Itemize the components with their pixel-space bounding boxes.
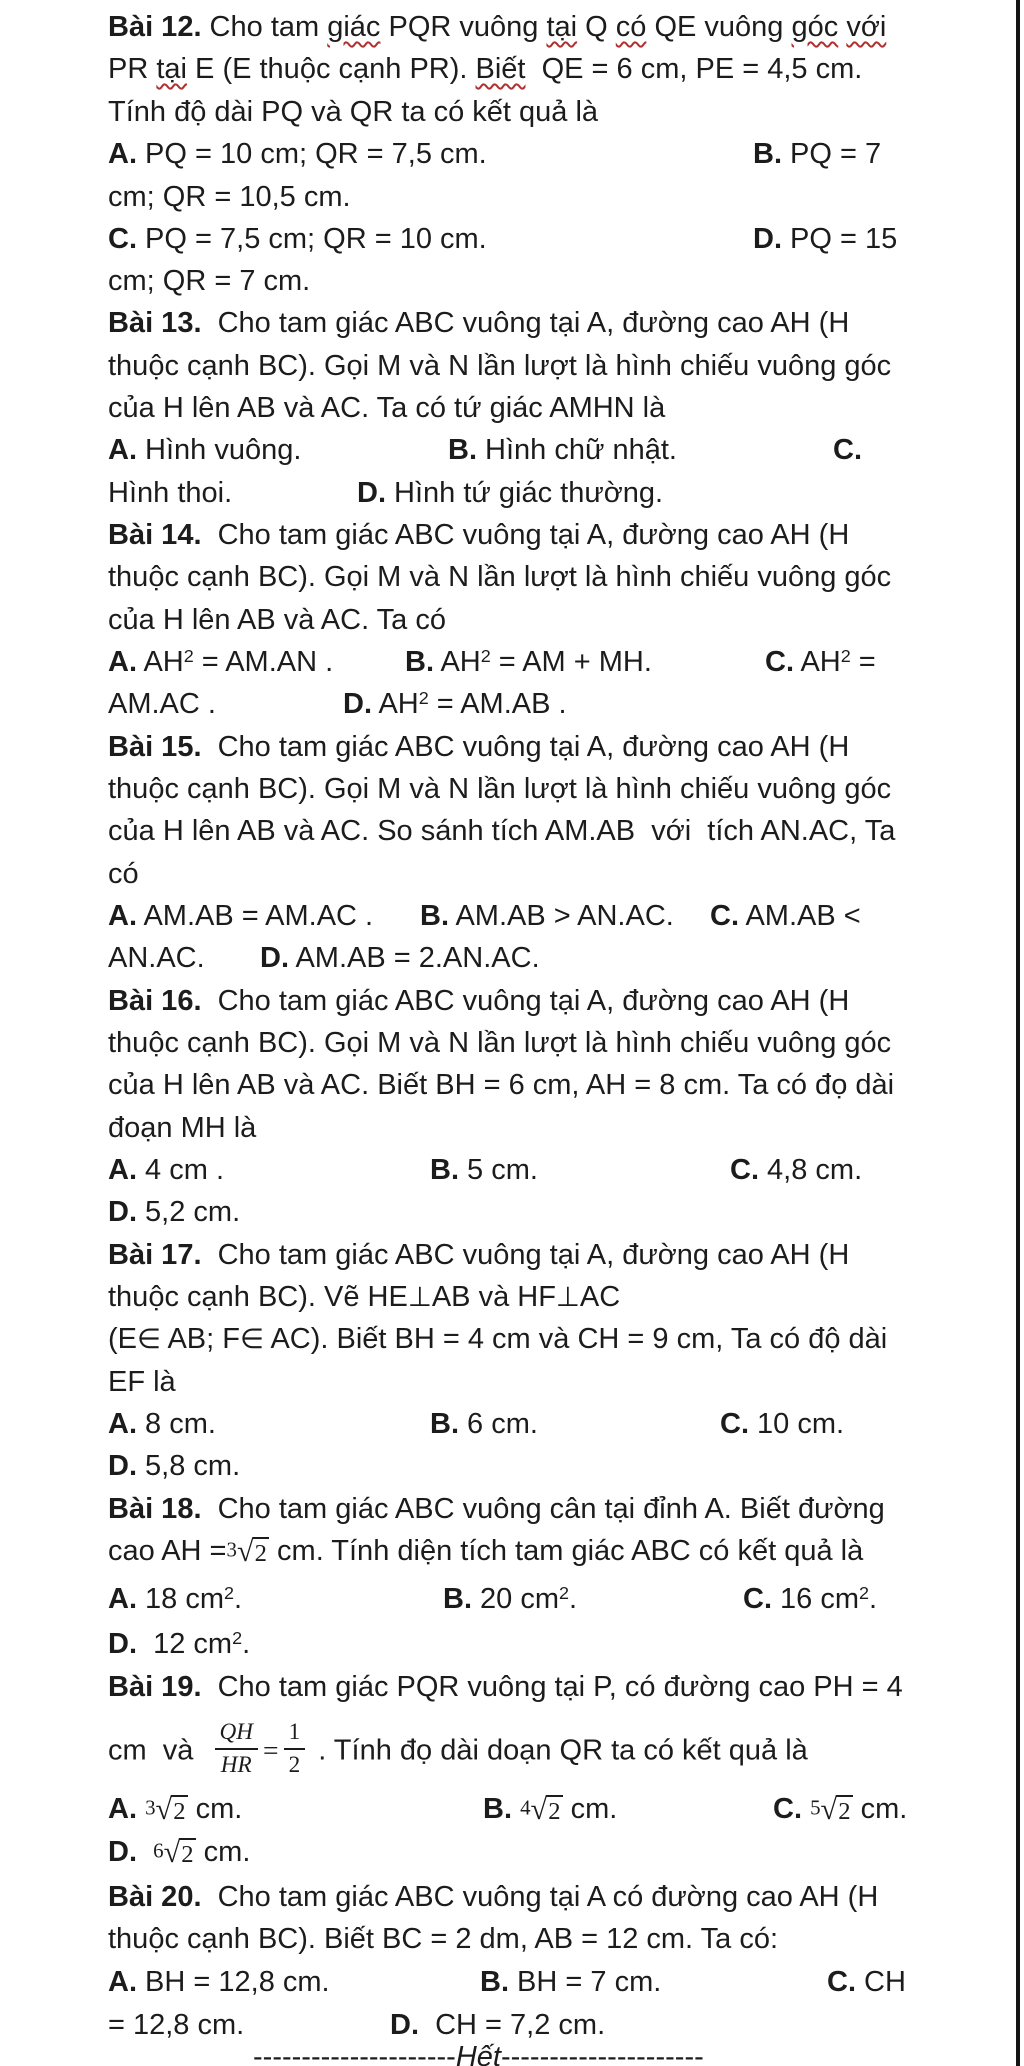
text-run: C.: [720, 1408, 749, 1440]
text-run: Hình vuông.: [137, 434, 302, 466]
line-segment: [430, 1151, 538, 1190]
text-run: PQ = 10 cm; QR = 7,5 cm.: [137, 138, 487, 170]
text-run: Bài 20.: [108, 1881, 202, 1913]
text-run: AB và HF: [431, 1281, 556, 1313]
text-run: cm.: [195, 1836, 251, 1868]
text-run: Q: [577, 11, 616, 43]
text-run: = AM + MH.: [490, 646, 652, 678]
text-run: C.: [730, 1154, 759, 1186]
line-segment: [720, 1405, 844, 1444]
text-run: Bài 12.: [108, 11, 202, 43]
square-root: √ 2: [236, 1534, 267, 1568]
line-segment: [108, 1193, 240, 1232]
text-run: AM.AC .: [108, 688, 216, 720]
text-run: B.: [430, 1154, 459, 1186]
fraction: $\frac{QH}{HR}$: [215, 1719, 259, 1778]
line-segment: [108, 812, 895, 851]
line-segment: [430, 1405, 538, 1444]
text-run: B.: [430, 1408, 459, 1440]
line-segment: [420, 897, 674, 936]
line-segment: [108, 1151, 224, 1190]
line-segment: [108, 2006, 244, 2045]
line-segment: [753, 220, 897, 259]
line-segment: [108, 389, 665, 428]
text-run: A.: [108, 646, 137, 678]
line-segment: [108, 558, 891, 597]
line-segment: [730, 1151, 862, 1190]
text-run: D.: [390, 2009, 419, 2041]
square-root: √ 2: [163, 1835, 194, 1869]
text-run: Bài 19.: [108, 1671, 202, 1703]
text-run: D.: [108, 1196, 137, 1228]
line-segment: [108, 304, 849, 343]
text-run: .: [242, 1628, 251, 1660]
text-run: D.: [108, 1836, 137, 1868]
text-run: Tính độ dài PQ và QR ta có kết quả là: [108, 96, 599, 128]
line-segment: [108, 601, 446, 640]
line-segment: [480, 1963, 661, 2002]
square-root: √ 2: [820, 1792, 851, 1826]
misspelled-word: tại: [546, 11, 578, 43]
text-run: 3: [145, 1795, 156, 1820]
text-run: của H lên AB và AC. Ta có tứ giác AMHN là: [108, 392, 666, 424]
text-run: 2: [183, 646, 194, 667]
square-root: √ 2: [530, 1792, 561, 1826]
text-run: Cho tam giác ABC vuông cân tại đỉnh A. Biết đường: [201, 1493, 885, 1525]
text-run: Cho tam giác ABC vuông tại A có đường cao AH (H: [201, 1881, 879, 1913]
text-run: AH: [434, 646, 481, 678]
text-run: thuộc cạnh BC). Gọi M và N lần lượt là hình chiếu vuông góc: [108, 561, 892, 593]
line-segment: [108, 220, 487, 259]
text-run: 12 cm: [137, 1628, 233, 1660]
text-run: [137, 1836, 153, 1868]
square-root: √ 2: [155, 1792, 186, 1826]
text-run: đoạn MH là: [108, 1112, 257, 1144]
fraction: $\frac{1}{2}$: [284, 1719, 306, 1778]
line-segment: [357, 474, 663, 513]
text-run: 5: [810, 1795, 821, 1820]
line-segment: [108, 1878, 878, 1917]
text-run: cm và: [108, 1734, 210, 1767]
text-run: Bài 16.: [108, 985, 202, 1017]
text-run: QE vuông: [646, 11, 792, 43]
misspelled-word: với: [846, 11, 887, 43]
line-segment: [483, 1790, 617, 1829]
text-run: =: [850, 646, 876, 678]
text-run: 2: [840, 646, 851, 667]
text-run: A.: [108, 1583, 137, 1615]
line-segment: [108, 135, 487, 174]
line-segment: [108, 1024, 891, 1063]
text-run: 4,8 cm.: [759, 1154, 863, 1186]
misspelled-word: góc: [791, 11, 839, 43]
line-segment: [108, 1963, 330, 2002]
text-run: D.: [357, 477, 386, 509]
text-run: ∈: [239, 1323, 264, 1354]
line-segment: [343, 685, 567, 724]
text-run: A.: [108, 1793, 137, 1825]
text-run: 8 cm.: [137, 1408, 216, 1440]
text-run: 2: [418, 688, 429, 709]
text-run: Bài 14.: [108, 519, 202, 551]
line-segment: [405, 643, 652, 682]
text-run: có: [108, 858, 139, 890]
line-segment: [108, 178, 351, 217]
text-run: (E: [108, 1323, 137, 1355]
line-segment: [108, 643, 333, 682]
text-run: thuộc cạnh BC). Gọi M và N lần lượt là hình chiếu vuông góc: [108, 350, 892, 382]
line-segment: [108, 939, 205, 978]
text-run: của H lên AB và AC. Biết BH = 6 cm, AH = 8 cm. Ta có đọ dài: [108, 1069, 895, 1101]
line-segment: [710, 897, 861, 936]
text-run: A.: [108, 434, 137, 466]
text-run: AM.AB = 2.AN.AC.: [289, 942, 540, 974]
line-segment: [108, 897, 373, 936]
text-run: của H lên AB và AC. Ta có: [108, 604, 446, 636]
text-run: cm; QR = 10,5 cm.: [108, 181, 351, 213]
text-run: C.: [833, 434, 862, 466]
line-segment: [108, 1490, 885, 1529]
text-run: 2: [232, 1628, 243, 1649]
text-run: D.: [108, 1450, 137, 1482]
text-run: B.: [483, 1793, 512, 1825]
misspelled-word: Biết: [475, 53, 526, 85]
text-run: QE = 6 cm, PE = 4,5 cm.: [525, 53, 863, 85]
text-run: 2: [480, 646, 491, 667]
line-segment: [108, 1625, 250, 1664]
text-run: C.: [108, 223, 137, 255]
line-segment: [108, 1447, 240, 1486]
text-run: Bài 18.: [108, 1493, 202, 1525]
text-run: .: [869, 1583, 878, 1615]
line-segment: [108, 728, 849, 767]
text-run: PQR vuông: [380, 11, 547, 43]
text-run: [512, 1793, 520, 1825]
line-segment: [448, 431, 677, 470]
text-run: 6: [153, 1838, 164, 1863]
line-segment: [108, 1278, 620, 1317]
text-run: = AM.AN .: [193, 646, 334, 678]
text-run: E (E thuộc cạnh PR).: [186, 53, 476, 85]
text-run: [137, 1793, 145, 1825]
text-run: CH = 7,2 cm.: [419, 2009, 606, 2041]
text-run: BH = 7 cm.: [509, 1966, 662, 1998]
text-run: cm.: [852, 1793, 908, 1825]
text-run: 16 cm: [772, 1583, 860, 1615]
line-segment: [108, 347, 891, 386]
text-run: Bài 13.: [108, 307, 202, 339]
text-run: 5,8 cm.: [137, 1450, 241, 1482]
line-segment: [108, 474, 232, 513]
line-segment: [108, 1790, 242, 1829]
text-run: Bài 15.: [108, 731, 202, 763]
line-segment: [108, 982, 849, 1021]
text-run: ⊥: [555, 1281, 580, 1312]
text-run: cm; QR = 7 cm.: [108, 265, 311, 297]
text-run: PQ = 7: [782, 138, 882, 170]
line-segment: [108, 516, 849, 555]
line-segment: [108, 1066, 894, 1105]
page-edge-line: [1016, 0, 1020, 2066]
text-run: A.: [108, 1154, 137, 1186]
text-run: thuộc cạnh BC). Gọi M và N lần lượt là hình chiếu vuông góc: [108, 773, 892, 805]
text-run: Cho tam: [201, 11, 328, 43]
line-segment: [108, 431, 301, 470]
text-run: B.: [405, 646, 434, 678]
text-run: AC). Biết BH = 4 cm và CH = 9 cm, Ta có độ dài: [263, 1323, 888, 1355]
text-run: Cho tam giác ABC vuông tại A, đường cao AH (H: [201, 731, 850, 763]
line-segment: [765, 643, 876, 682]
text-run: AH: [372, 688, 419, 720]
line-segment: [443, 1580, 577, 1619]
text-run: AM.AB = AM.AC .: [137, 900, 374, 932]
text-run: A.: [108, 900, 137, 932]
text-run: Bài 17.: [108, 1239, 202, 1271]
text-run: AM.AB <: [739, 900, 861, 932]
text-run: AB; F: [161, 1323, 240, 1355]
line-segment: [753, 135, 881, 174]
text-run: cm. Tính diện tích tam giác ABC có kết quả là: [268, 1535, 864, 1567]
text-run: Cho tam giác ABC vuông tại A, đường cao AH (H: [201, 307, 850, 339]
text-run: A.: [108, 138, 137, 170]
line-segment: [108, 1920, 778, 1959]
line-segment: [108, 770, 891, 809]
text-run: PQ = 7,5 cm; QR = 10 cm.: [137, 223, 487, 255]
line-segment: [108, 262, 310, 301]
text-run: của H lên AB và AC. So sánh tích AM.AB với tích AN.AC, Ta: [108, 815, 896, 847]
line-segment: [833, 431, 862, 470]
line-segment: [253, 2038, 704, 2066]
misspelled-word: có: [615, 11, 647, 43]
text-run: . Tính đọ dài doạn QR ta có kết quả là: [310, 1734, 808, 1767]
line-segment: [108, 93, 598, 132]
text-run: =: [263, 1734, 279, 1766]
text-run: CH: [856, 1966, 906, 1998]
text-run: Cho tam giác PQR vuông tại P, có đường cao PH = 4: [201, 1671, 903, 1703]
line-segment: [108, 1405, 216, 1444]
text-run: 5 cm.: [459, 1154, 538, 1186]
text-run: cm.: [187, 1793, 243, 1825]
text-run: B.: [753, 138, 782, 170]
text-run: Hình tứ giác thường.: [386, 477, 664, 509]
text-run: Cho tam giác ABC vuông tại A, đường cao AH (H: [201, 985, 850, 1017]
misspelled-word: giác: [327, 11, 381, 43]
text-run: PR: [108, 53, 157, 85]
text-run: AM.AB > AN.AC.: [449, 900, 674, 932]
text-run: 2: [859, 1583, 870, 1604]
line-segment: [108, 1833, 250, 1872]
text-run: AC: [579, 1281, 621, 1313]
text-run: ∈: [137, 1323, 161, 1354]
text-run: 6 cm.: [459, 1408, 538, 1440]
text-run: D.: [753, 223, 782, 255]
text-run: .: [569, 1583, 578, 1615]
text-run: = 12,8 cm.: [108, 2009, 245, 2041]
text-run: B.: [448, 434, 477, 466]
text-run: thuộc cạnh BC). Gọi M và N lần lượt là hình chiếu vuông góc: [108, 1027, 892, 1059]
line-segment: [108, 1363, 176, 1402]
text-run: cm.: [562, 1793, 618, 1825]
text-run: 3: [226, 1537, 237, 1562]
text-run: BH = 12,8 cm.: [137, 1966, 330, 1998]
text-run: = AM.AB .: [428, 688, 567, 720]
text-run: 10 cm.: [749, 1408, 845, 1440]
line-segment: [743, 1580, 877, 1619]
line-segment: [108, 1320, 887, 1359]
text-run: 4 cm .: [137, 1154, 225, 1186]
text-run: A.: [108, 1966, 137, 1998]
text-run: .: [234, 1583, 243, 1615]
text-run: D.: [343, 688, 372, 720]
text-run: C.: [743, 1583, 772, 1615]
text-run: EF là: [108, 1366, 176, 1398]
line-segment: [108, 855, 139, 894]
line-segment: [108, 1719, 808, 1781]
text-run: Cho tam giác ABC vuông tại A, đường cao AH (H: [201, 519, 850, 551]
text-run: C.: [765, 646, 794, 678]
line-segment: [260, 939, 540, 978]
line-segment: [108, 1109, 256, 1148]
text-run: AH: [137, 646, 184, 678]
text-run: [802, 1793, 810, 1825]
text-run: B.: [443, 1583, 472, 1615]
text-run: A.: [108, 1408, 137, 1440]
text-run: Hết: [455, 2041, 501, 2066]
text-run: C.: [827, 1966, 856, 1998]
line-segment: [108, 1580, 242, 1619]
text-run: 2: [559, 1583, 570, 1604]
text-run: ⊥: [407, 1281, 432, 1312]
text-run: B.: [420, 900, 449, 932]
text-run: PQ = 15: [782, 223, 898, 255]
line-segment: [108, 1668, 903, 1707]
text-run: D.: [108, 1628, 137, 1660]
text-run: AH: [794, 646, 841, 678]
text-run: 4: [520, 1795, 531, 1820]
text-run: B.: [480, 1966, 509, 1998]
line-segment: [108, 1236, 849, 1275]
line-segment: [108, 1532, 863, 1571]
text-run: Hình thoi.: [108, 477, 233, 509]
line-segment: [108, 50, 862, 89]
text-run: Cho tam giác ABC vuông tại A, đường cao AH (H: [201, 1239, 850, 1271]
text-run: thuộc cạnh BC). Vẽ HE: [108, 1281, 408, 1313]
text-run: cao AH =: [108, 1535, 227, 1567]
text-run: 18 cm: [137, 1583, 225, 1615]
misspelled-word: tại: [156, 53, 187, 85]
text-run: D.: [260, 942, 289, 974]
text-run: AN.AC.: [108, 942, 205, 974]
line-segment: [108, 8, 886, 47]
text-run: C.: [773, 1793, 802, 1825]
text-run: ---------------------: [500, 2041, 704, 2066]
text-run: 5,2 cm.: [137, 1196, 241, 1228]
line-segment: [108, 685, 216, 724]
text-run: C.: [710, 900, 739, 932]
text-run: ---------------------: [253, 2041, 456, 2066]
line-segment: [773, 1790, 907, 1829]
text-run: Hình chữ nhật.: [477, 434, 677, 466]
text-run: 2: [224, 1583, 235, 1604]
line-segment: [827, 1963, 906, 2002]
text-run: 20 cm: [472, 1583, 560, 1615]
text-run: thuộc cạnh BC). Biết BC = 2 dm, AB = 12 cm. Ta có:: [108, 1923, 779, 1955]
